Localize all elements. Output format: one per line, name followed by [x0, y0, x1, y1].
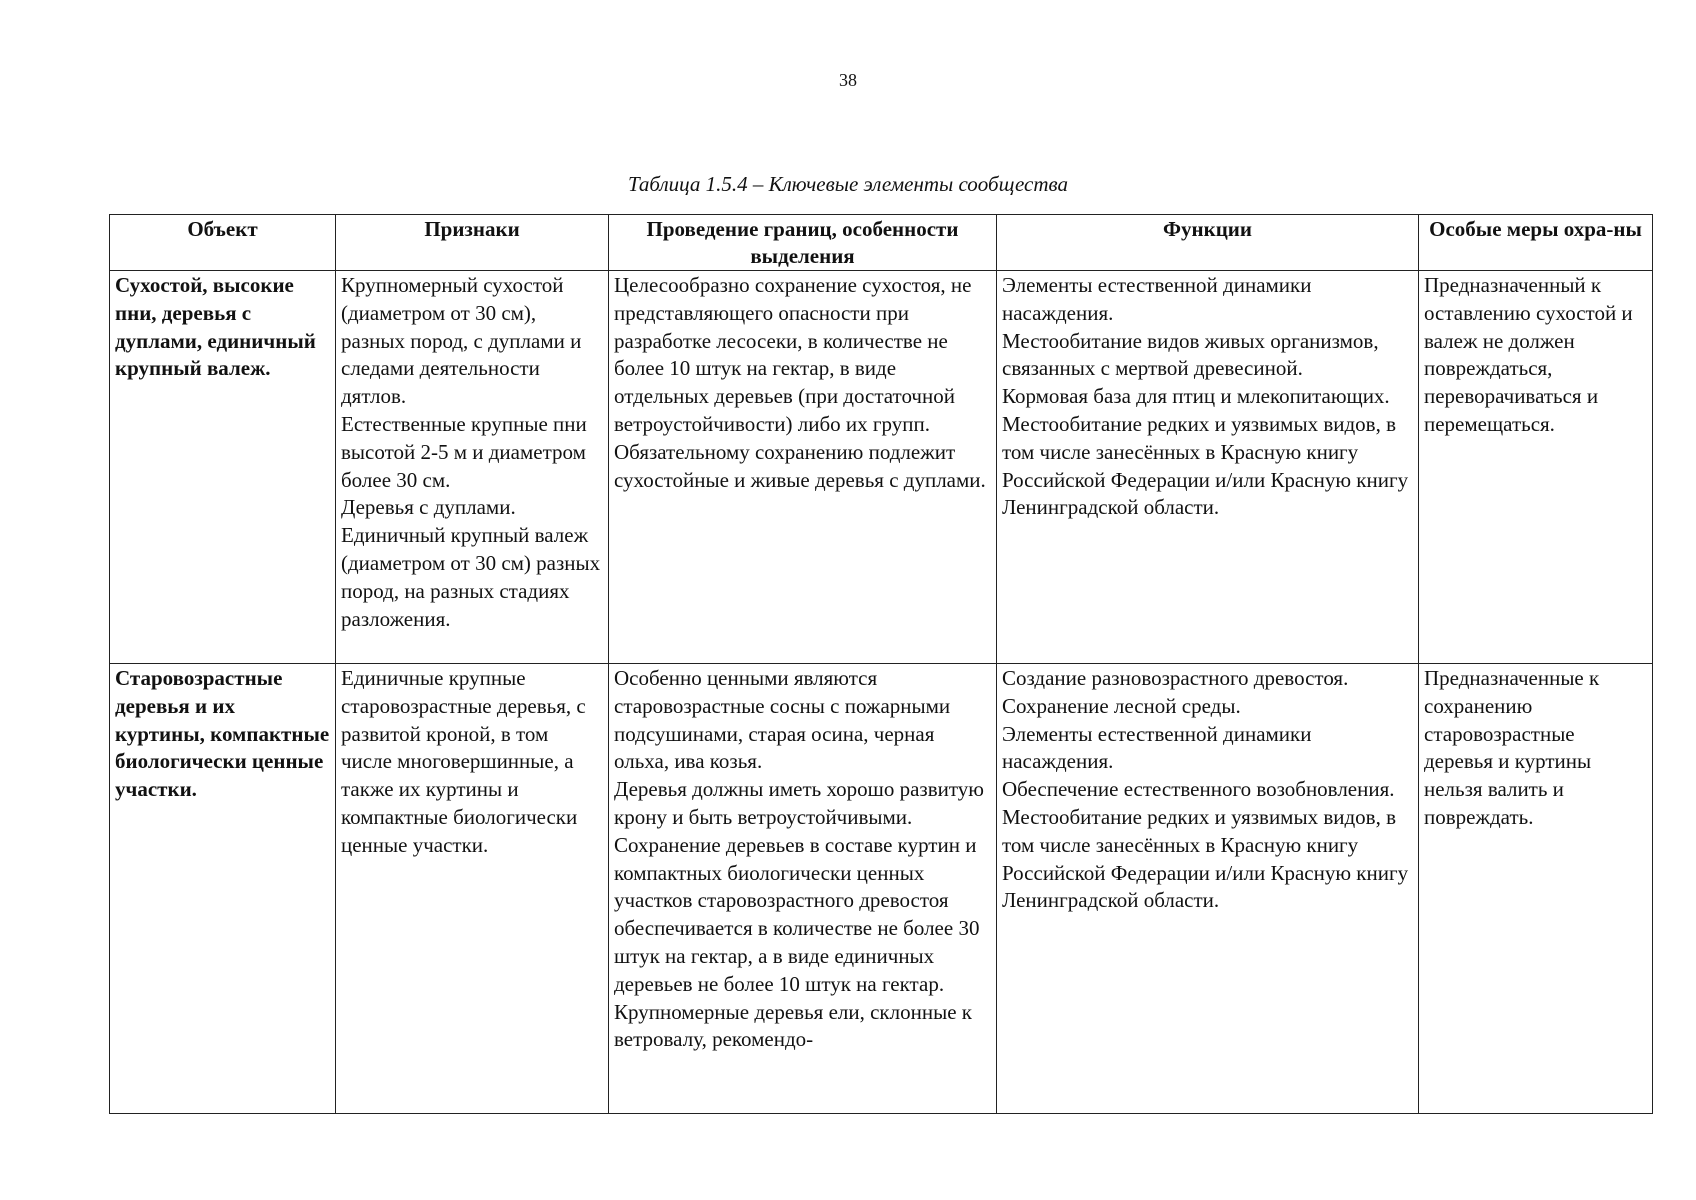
text-line: Местообитание редких и уязвимых видов, в том числе занесённых в Красную книгу Российской Федерации и/или Красную книгу Ленинградской области. [1002, 804, 1409, 913]
text-line: Деревья с дуплами. [341, 495, 516, 520]
text-line: Обязательному сохранению подлежит сухостойные и живые деревья с дуплами. [614, 439, 986, 492]
header-measures: Особые меры охра-ны [1419, 215, 1653, 271]
text-line: Деревья должны иметь хорошо развитую крону и быть ветроустойчивыми. Сохранение деревьев в составе куртин и компактных биологически ценных участков старовозрастного древостоя обеспечивается в количестве не более 30 штук на гектар, а в виде единичных деревьев не более 10 штук на гектар. Крупномерные деревья ели, склонные к ветровалу, рекомендо- [614, 777, 984, 1052]
header-boundaries: Проведение границ, особенности выделения [609, 215, 997, 271]
cell-boundaries [609, 664, 997, 1114]
text-line: Элементы естественной динамики насаждения. [1002, 273, 1312, 325]
text-line: Местообитание редких и уязвимых видов, в том числе занесённых в Красную книгу Российской Федерации и/или Красную книгу Ленинградской области. [1002, 411, 1409, 520]
cell-features [336, 664, 609, 1114]
cell-functions [997, 271, 1419, 664]
table-row [110, 271, 1653, 664]
table-header-row [110, 215, 1653, 271]
text-line: Особенно ценными являются старовозрастные сосны с пожарными подсушинами, старая осина, черная ольха, ива козья. [614, 666, 951, 774]
cell-object: Старовозрастные деревья и их куртины, компактные биологически ценные участки. [110, 664, 336, 1114]
text-line: Единичный крупный валеж (диаметром от 30 см) разных пород, на разных стадиях разложения. [341, 523, 601, 631]
header-functions: Функции [997, 215, 1419, 271]
header-features: Признаки [336, 215, 609, 271]
key-elements-table [109, 214, 1653, 1114]
text-line: Крупномерный сухостой (диаметром от 30 см), разных пород, с дуплами и следами деятельности дятлов. [341, 273, 582, 409]
text-line: Кормовая база для птиц и млекопитающих. [1002, 384, 1390, 409]
cell-boundaries [609, 271, 997, 664]
table-caption: Таблица 1.5.4 – Ключевые элементы сообщества [628, 172, 1068, 196]
table-row [110, 664, 1653, 1114]
cell-measures: Предназначенные к сохранению старовозрастные деревья и куртины нельзя валить и повреждать. [1419, 664, 1653, 1114]
text-line: Местообитание видов живых организмов, связанных с мертвой древесиной. [1002, 328, 1379, 381]
text-line: Естественные крупные пни высотой 2-5 м и диаметром более 30 см. [341, 411, 587, 492]
text-line: Целесообразно сохранение сухостоя, не представляющего опасности при разработке лесосеки, в количестве не более 10 штук на гектар, в виде отдельных деревьев (при достаточной ветроустойчивости) либо их групп. [614, 273, 972, 436]
cell-features [336, 271, 609, 664]
cell-measures: Предназначенный к оставлению сухостой и валеж не должен повреждаться, переворачиваться и перемещаться. [1419, 271, 1653, 664]
text-line: Единичные крупные старовозрастные деревья, с развитой кроной, в том числе многовершинные, а также их куртины и компактные биологически ценные участки. [341, 666, 586, 857]
text-line: Обеспечение естественного возобновления. [1002, 777, 1395, 802]
cell-functions [997, 664, 1419, 1114]
page-number: 38 [839, 70, 857, 90]
text-line: Сохранение лесной среды. [1002, 693, 1241, 718]
cell-object: Сухостой, высокие пни, деревья с дуплами, единичный крупный валеж. [110, 271, 336, 664]
header-object: Объект [110, 215, 336, 271]
text-line: Создание разновозрастного древостоя. [1002, 666, 1349, 690]
text-line: Элементы естественной динамики насаждения. [1002, 721, 1312, 774]
